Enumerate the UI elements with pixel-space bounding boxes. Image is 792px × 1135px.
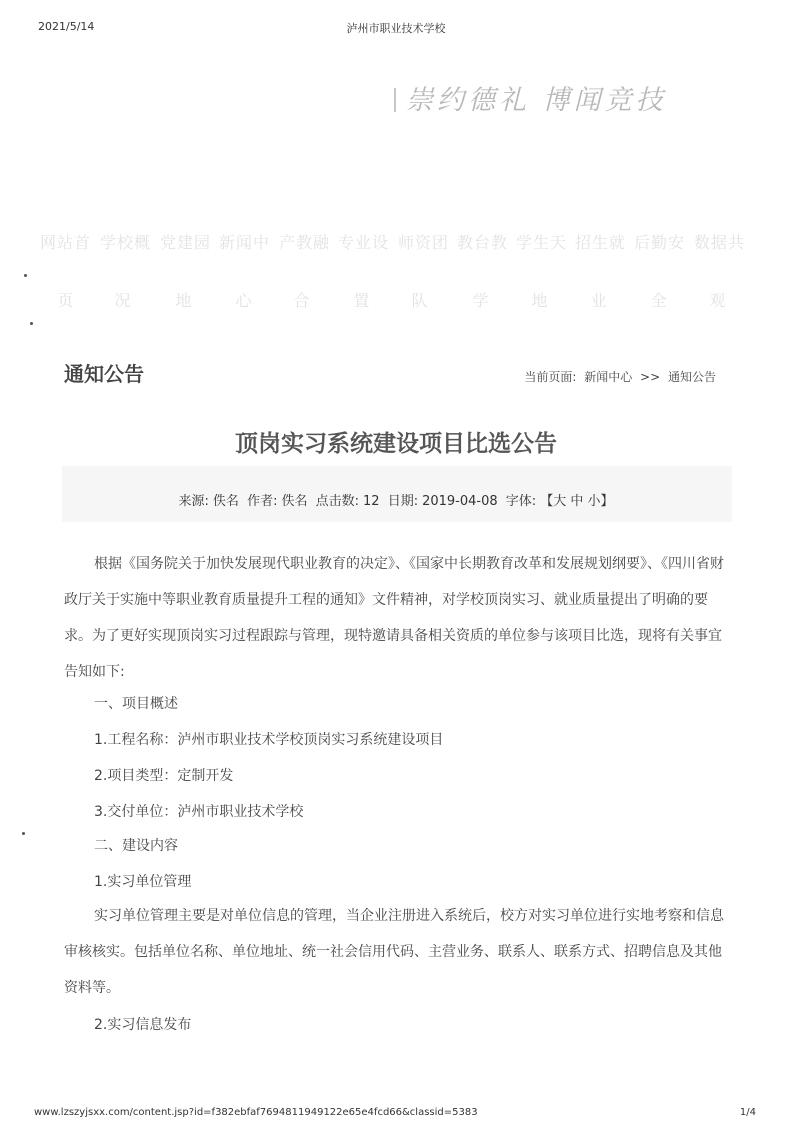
nav-item-majors-2[interactable]: 置 bbox=[353, 291, 371, 310]
nav-item-data[interactable]: 数据共 bbox=[694, 233, 746, 252]
nav-item-party-2[interactable]: 地 bbox=[175, 291, 193, 310]
scan-speck bbox=[24, 274, 27, 277]
meta-date-label: 日期: bbox=[387, 494, 419, 509]
main-nav-bottom bbox=[0, 284, 792, 314]
nav-item-party[interactable]: 党建园 bbox=[160, 233, 212, 252]
print-page-number: 1/4 bbox=[739, 1107, 756, 1118]
main-nav-top bbox=[0, 226, 792, 256]
breadcrumb-notices[interactable]: 通知公告 bbox=[667, 370, 716, 384]
nav-item-admission-2[interactable]: 业 bbox=[590, 291, 608, 310]
motto-text: 崇约德礼 博闻竞技 bbox=[406, 85, 667, 116]
nav-item-news[interactable]: 新闻中 bbox=[219, 233, 271, 252]
nav-item-teaching-2[interactable]: 学 bbox=[472, 291, 490, 310]
nav-item-logistics-2[interactable]: 全 bbox=[650, 291, 668, 310]
meta-date: 2019-04-08 bbox=[422, 494, 498, 509]
nav-item-logistics[interactable]: 后勤安 bbox=[634, 233, 686, 252]
nav-item-about[interactable]: 学校概 bbox=[100, 233, 152, 252]
nav-item-industry[interactable]: 产教融 bbox=[279, 233, 331, 252]
sub1-paragraph: 实习单位管理主要是对单位信息的管理，当企业注册进入系统后，校方对实习单位进行实地考察和信息审核核实。包括单位名称、单位地址、统一社会信用代码、主营业务、联系人、联系方式、招聘信息及其他资料等。 bbox=[64, 908, 724, 996]
meta-source-label: 来源: bbox=[178, 494, 209, 509]
nav-item-faculty[interactable]: 师资团 bbox=[398, 233, 450, 252]
print-header bbox=[0, 20, 792, 36]
nav-item-teaching[interactable]: 教台教 bbox=[457, 233, 509, 252]
section1-heading: 一、项目概述 bbox=[94, 696, 178, 712]
nav-item-about-2[interactable]: 况 bbox=[114, 291, 132, 310]
nav-item-news-2[interactable]: 心 bbox=[235, 291, 253, 310]
scan-speck bbox=[30, 322, 33, 325]
item-delivery-unit: 3.交付单位：泸州市职业技术学校 bbox=[94, 804, 304, 820]
breadcrumb-news-center[interactable]: 新闻中心 bbox=[584, 370, 633, 384]
intro-paragraph: 根据《国务院关于加快发展现代职业教育的决定》、《国家中长期教育改革和发展规划纲要》、《四川省财政厅关于实施中等职业教育质量提升工程的通知》文件精神，对学校顶岗实习、就业质量提出了明确的要求。为了更好实现顶岗实习过程跟踪与管理，现特邀请具备相关资质的单位参与该项目比选，现将有关事宜告知如下: bbox=[64, 556, 724, 680]
nav-item-home[interactable]: 网站首 bbox=[40, 233, 92, 252]
print-date: 2021/5/14 bbox=[38, 20, 95, 33]
school-motto bbox=[394, 78, 667, 117]
meta-source: 佚名 bbox=[212, 494, 239, 509]
breadcrumb-label: 当前页面: bbox=[524, 370, 577, 384]
scan-speck bbox=[22, 832, 25, 835]
nav-item-faculty-2[interactable]: 队 bbox=[411, 291, 429, 310]
sub2-heading: 2.实习信息发布 bbox=[94, 1017, 192, 1033]
section-title: 通知公告 bbox=[64, 362, 144, 386]
nav-item-home-2[interactable]: 页 bbox=[57, 291, 75, 310]
meta-author: 佚名 bbox=[281, 494, 308, 509]
item-project-type: 2.项目类型：定制开发 bbox=[94, 768, 234, 784]
breadcrumb-separator: >> bbox=[640, 370, 661, 384]
article-title: 顶岗实习系统建设项目比选公告 bbox=[235, 431, 557, 457]
breadcrumb bbox=[524, 368, 720, 385]
nav-item-students[interactable]: 学生天 bbox=[516, 233, 568, 252]
print-page-title: 泸州市职业技术学校 bbox=[346, 22, 446, 35]
nav-item-data-2[interactable]: 观 bbox=[709, 291, 727, 310]
nav-item-industry-2[interactable]: 合 bbox=[293, 291, 311, 310]
font-size-toggle[interactable]: 【大 中 小】 bbox=[540, 494, 614, 509]
meta-font-label: 字体: bbox=[505, 494, 537, 509]
nav-item-majors[interactable]: 专业设 bbox=[338, 233, 390, 252]
motto-divider bbox=[394, 88, 396, 112]
meta-clicks: 12 bbox=[363, 494, 380, 509]
section2-heading: 二、建设内容 bbox=[94, 838, 178, 854]
meta-author-label: 作者: bbox=[247, 494, 278, 509]
item-project-name: 1.工程名称：泸州市职业技术学校顶岗实习系统建设项目 bbox=[94, 732, 444, 748]
nav-item-admission[interactable]: 招生就 bbox=[575, 233, 627, 252]
print-footer-url: www.lzszyjsxx.com/content.jsp?id=f382ebfaf7694811949122e65e4fcd66&classid=5383 bbox=[34, 1107, 478, 1118]
meta-clicks-label: 点击数: bbox=[315, 494, 360, 509]
article-meta bbox=[0, 490, 792, 509]
sub1-heading: 1.实习单位管理 bbox=[94, 874, 192, 890]
nav-item-students-2[interactable]: 地 bbox=[531, 291, 549, 310]
